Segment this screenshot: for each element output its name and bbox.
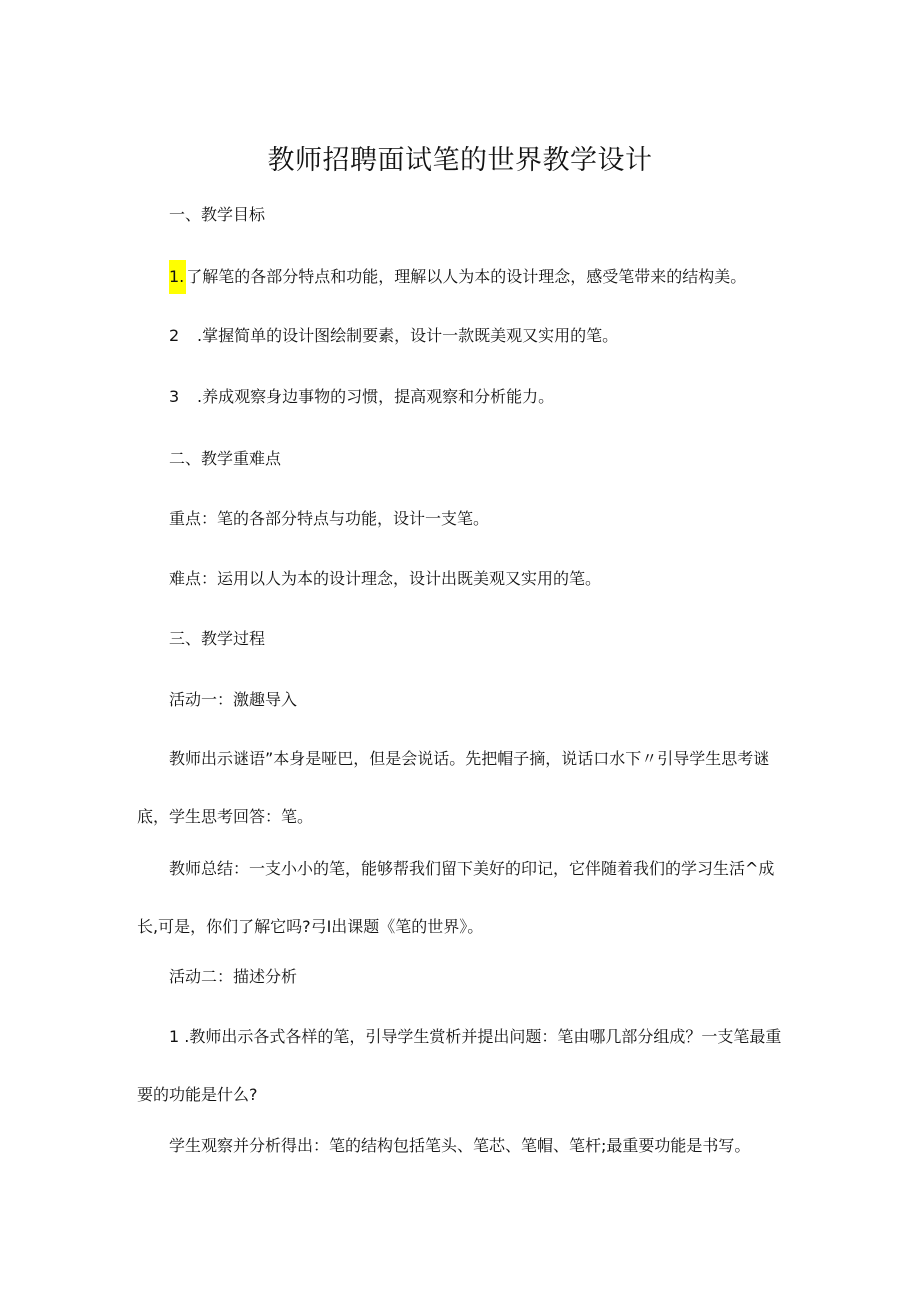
activity-2-paragraph-answer: 学生观察并分析得出：笔的结构包括笔头、笔芯、笔帽、笔杆;最重要功能是书写。 <box>169 1136 751 1155</box>
goal-1-number-highlight: 1. <box>169 260 186 294</box>
goal-1-text: 了解笔的各部分特点和功能，理解以人为本的设计理念，感受笔带来的结构美。 <box>186 267 747 286</box>
activity-1-paragraph-riddle: 教师出示谜语”本身是哑巴，但是会说话。先把帽子摘，说话口水下〃引导学生思考谜底，学生思考回答：笔。 <box>137 749 770 826</box>
goal-item-1 <box>169 266 746 294</box>
section-heading-key-points: 二、教学重难点 <box>169 449 282 468</box>
goal-item-2 <box>169 325 618 347</box>
difficult-point: 难点：运用以人为本的设计理念，设计出既美观又实用的笔。 <box>169 569 602 588</box>
section-heading-goals: 一、教学目标 <box>169 205 266 224</box>
goal-3-text: .养成观察身边事物的习惯，提高观察和分析能力。 <box>197 387 555 406</box>
goal-3-number: 3 <box>169 387 180 406</box>
activity-2-heading: 活动二：描述分析 <box>169 967 298 986</box>
goal-item-3 <box>169 386 554 408</box>
goal-2-number: 2 <box>169 326 180 345</box>
goal-2-text: .掌握简单的设计图绘制要素，设计一款既美观又实用的笔。 <box>197 326 619 345</box>
key-point: 重点：笔的各部分特点与功能，设计一支笔。 <box>169 509 490 528</box>
activity-1-heading: 活动一：激趣导入 <box>169 690 298 709</box>
activity-1-paragraph-summary: 教师总结：一支小小的笔，能够帮我们留下美好的印记，它伴随着我们的学习生活^成长,可是，你们了解它吗?弓I出课题《笔的世界》。 <box>137 859 775 936</box>
activity-2-paragraph-question: 1 .教师出示各式各样的笔，引导学生赏析并提出问题：笔由哪几部分组成？一支笔最重要的功能是什么? <box>137 1027 782 1104</box>
section-heading-process: 三、教学过程 <box>169 629 266 648</box>
document-title: 教师招聘面试笔的世界教学设计 <box>267 145 653 176</box>
